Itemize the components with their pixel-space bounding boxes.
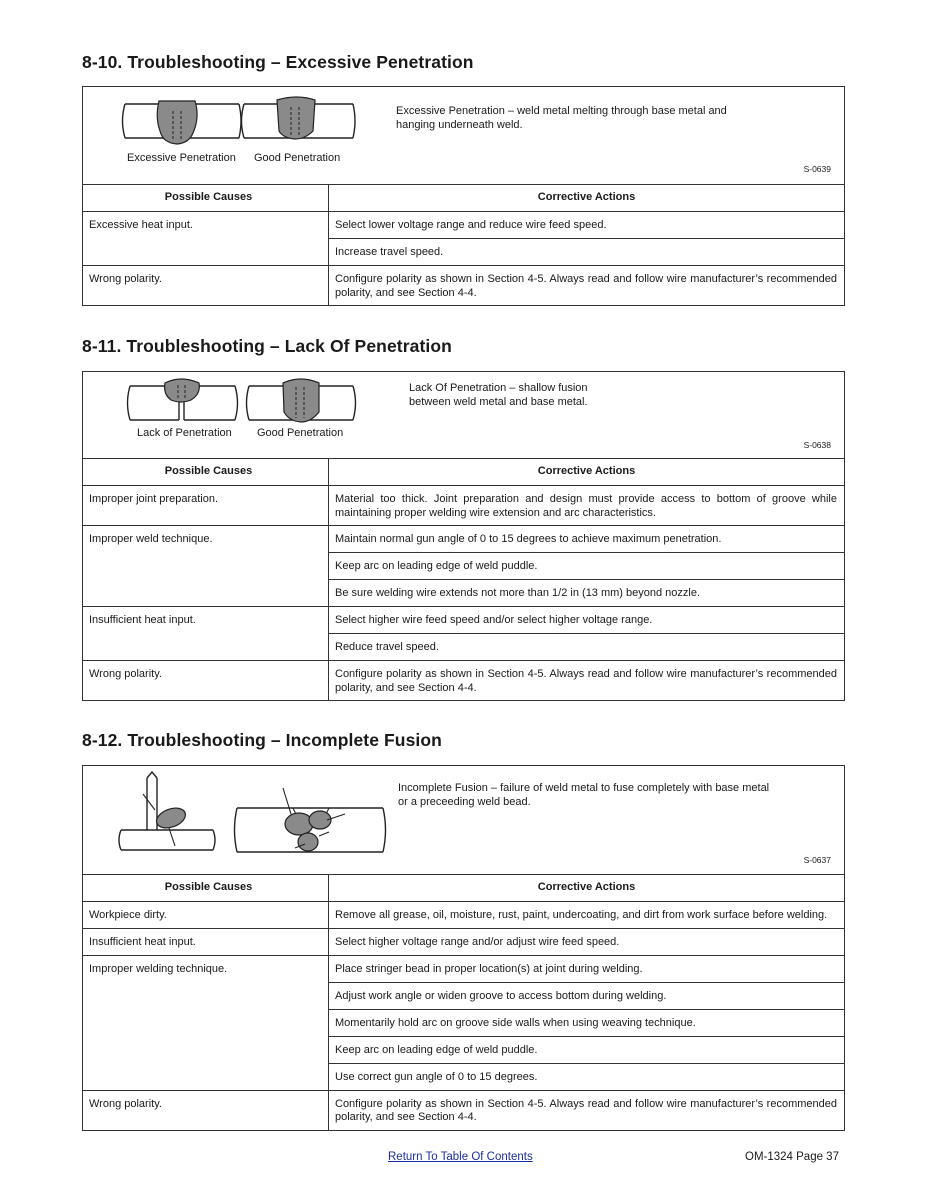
- cause-cell: Excessive heat input.: [83, 212, 329, 266]
- action-cell: Momentarily hold arc on groove side walls when using weaving technique.: [329, 1009, 845, 1036]
- action-cell: Be sure welding wire extends not more than 1/2 in (13 mm) beyond nozzle.: [329, 580, 845, 607]
- good-penetration-caption: Good Penetration: [257, 427, 344, 439]
- possible-causes-header: Possible Causes: [83, 185, 329, 212]
- action-cell: Adjust work angle or widen groove to access bottom during welding.: [329, 982, 845, 1009]
- incomplete-fusion-figure: [83, 766, 844, 875]
- lack-of-penetration-box: [82, 371, 845, 701]
- section-title-excessive-penetration: 8-10. Troubleshooting – Excessive Penetration: [82, 52, 474, 72]
- action-cell: Select higher wire feed speed and/or select higher voltage range.: [329, 607, 845, 634]
- action-cell: Maintain normal gun angle of 0 to 15 degrees to achieve maximum penetration.: [329, 526, 845, 553]
- action-cell: Configure polarity as shown in Section 4-5. Always read and follow wire manufacturer’s recommended polarity, and see Section 4-4.: [329, 1090, 845, 1130]
- action-cell: Keep arc on leading edge of weld puddle.: [329, 1036, 845, 1063]
- corrective-actions-header: Corrective Actions: [329, 459, 845, 486]
- excessive-penetration-description: Excessive Penetration – weld metal melting through base metal and hanging underneath weld.: [396, 105, 727, 131]
- figure-code: S-0637: [803, 855, 831, 865]
- cause-cell: Insufficient heat input.: [83, 928, 329, 955]
- action-cell: Remove all grease, oil, moisture, rust, paint, undercoating, and dirt from work surface before welding.: [329, 902, 845, 929]
- cause-cell: Improper joint preparation.: [83, 486, 329, 526]
- figure-code: S-0638: [803, 440, 831, 450]
- cause-cell: Workpiece dirty.: [83, 902, 329, 929]
- cause-cell: Wrong polarity.: [83, 661, 329, 701]
- excessive-penetration-illustration: [83, 87, 483, 184]
- table-row: [83, 1090, 844, 1130]
- incomplete-fusion-description: Incomplete Fusion – failure of weld metal to fuse completely with base metal or a preceeding weld bead.: [398, 782, 770, 808]
- action-cell: Keep arc on leading edge of weld puddle.: [329, 553, 845, 580]
- section-title-incomplete-fusion: 8-12. Troubleshooting – Incomplete Fusion: [82, 730, 442, 750]
- table-row: [83, 661, 844, 701]
- excessive-penetration-figure: [83, 87, 844, 185]
- table-row: [83, 266, 844, 306]
- incomplete-fusion-table: [83, 875, 844, 1130]
- cause-cell: Improper weld technique.: [83, 526, 329, 607]
- corrective-actions-header: Corrective Actions: [329, 875, 845, 902]
- action-cell: Place stringer bead in proper location(s) at joint during welding.: [329, 955, 845, 982]
- action-cell: Select lower voltage range and reduce wire feed speed.: [329, 212, 845, 239]
- return-to-toc-link[interactable]: Return To Table Of Contents: [388, 1151, 533, 1163]
- action-cell: Use correct gun angle of 0 to 15 degrees.: [329, 1063, 845, 1090]
- good-penetration-caption: Good Penetration: [254, 152, 341, 164]
- table-row: [83, 955, 844, 982]
- table-row: [83, 928, 844, 955]
- action-cell: Select higher voltage range and/or adjust wire feed speed.: [329, 928, 845, 955]
- table-row: [83, 486, 844, 526]
- possible-causes-header: Possible Causes: [83, 459, 329, 486]
- lack-of-penetration-table: [83, 459, 844, 700]
- action-cell: Increase travel speed.: [329, 239, 845, 266]
- action-cell: Configure polarity as shown in Section 4-5. Always read and follow wire manufacturer’s recommended polarity, and see Section 4-4.: [329, 266, 845, 306]
- table-row: [83, 526, 844, 553]
- action-cell: Material too thick. Joint preparation and design must provide access to bottom of groove while maintaining proper welding wire extension and arc characteristics.: [329, 486, 845, 526]
- excessive-penetration-caption: Excessive Penetration: [127, 152, 236, 164]
- cause-cell: Improper welding technique.: [83, 955, 329, 1090]
- possible-causes-header: Possible Causes: [83, 875, 329, 902]
- page-number: OM-1324 Page 37: [745, 1151, 839, 1163]
- cause-cell: Wrong polarity.: [83, 266, 329, 306]
- table-row: [83, 607, 844, 634]
- action-cell: Reduce travel speed.: [329, 634, 845, 661]
- figure-code: S-0639: [803, 164, 831, 174]
- lack-of-penetration-description: Lack Of Penetration – shallow fusion between weld metal and base metal.: [409, 382, 588, 408]
- table-row: [83, 902, 844, 929]
- incomplete-fusion-box: [82, 765, 845, 1131]
- lack-of-penetration-figure: [83, 372, 844, 459]
- excessive-penetration-table: [83, 185, 844, 305]
- action-cell: Configure polarity as shown in Section 4-5. Always read and follow wire manufacturer’s recommended polarity, and see Section 4-4.: [329, 661, 845, 701]
- table-row: [83, 212, 844, 239]
- cause-cell: Wrong polarity.: [83, 1090, 329, 1130]
- excessive-penetration-box: [82, 86, 845, 306]
- section-title-lack-of-penetration: 8-11. Troubleshooting – Lack Of Penetration: [82, 336, 452, 356]
- cause-cell: Insufficient heat input.: [83, 607, 329, 661]
- corrective-actions-header: Corrective Actions: [329, 185, 845, 212]
- lack-of-penetration-caption: Lack of Penetration: [137, 427, 232, 439]
